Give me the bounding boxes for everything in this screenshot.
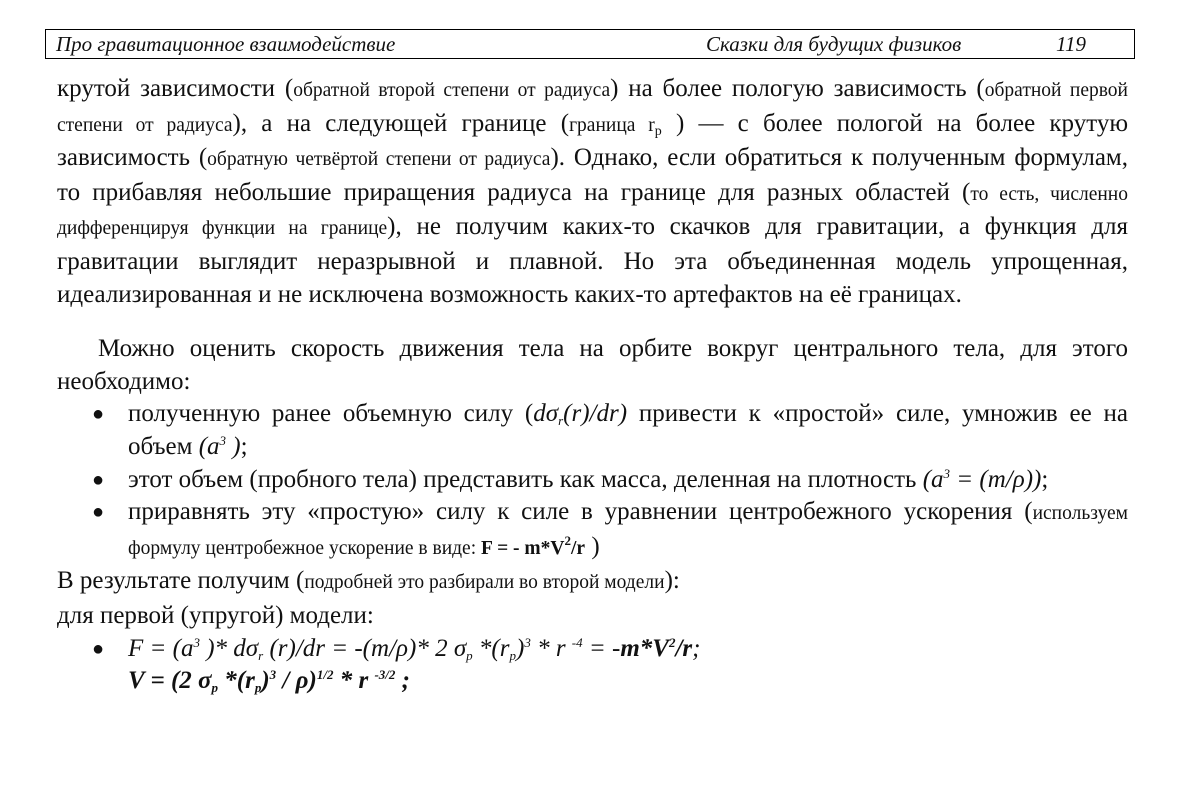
formula-force: [128, 635, 700, 662]
f-p1-sup: 3: [193, 634, 200, 650]
p1-small-2: обратной первой степени от радиуса: [57, 80, 1128, 136]
f-p2: )* dσ: [199, 634, 259, 662]
b1-text-1: полученную ранее объемную силу (: [128, 400, 534, 428]
f-p1: F = (a: [128, 634, 194, 662]
f-v3-sup: 3: [269, 667, 277, 683]
f-v4: / ρ): [276, 667, 317, 695]
b2-formula: [923, 466, 1042, 493]
result-line: [57, 565, 1128, 600]
f-v1-sub: p: [211, 680, 219, 696]
p1-small-3-text: граница r: [569, 114, 655, 136]
f-p7-bold: [620, 635, 692, 662]
f-v4-sup: 1/2: [316, 667, 334, 683]
formula-velocity: [128, 667, 410, 694]
f-p6-sup: -4: [571, 634, 583, 650]
b1-f2: (a: [198, 432, 220, 460]
f-v2: *(r: [218, 667, 255, 695]
p1-small-4: обратную четвёртой степени от радиуса: [207, 149, 551, 171]
page-body: [57, 73, 1128, 698]
p1-small-5: то есть, численно дифференцируя функции на границе: [57, 183, 1128, 240]
p1-text-2: ) на более пологую зависимость (: [610, 75, 985, 102]
f-p7-bold-rest: /r: [675, 634, 693, 662]
steps-list: [57, 398, 1128, 565]
p1-small-3: [569, 114, 662, 139]
b2-text-2: ;: [1041, 465, 1049, 493]
p1-text-5: ). Однако, если обратиться к полученным формулам, то прибавляя небольшие приращения радиуса на границе для разных областей (: [57, 144, 1128, 206]
bullet-icon: ●: [92, 501, 105, 524]
b1-f2-sup: 3: [219, 432, 227, 448]
p1-text-4: ) — с более пологой на более крутую зависимость (: [57, 109, 1129, 172]
b1-f2-rest: ): [226, 432, 241, 460]
f-p3-sub: p: [466, 647, 473, 663]
b3-text-2: ): [585, 532, 600, 560]
formula-list: [57, 633, 1128, 698]
b3-bold-rest: /r: [571, 537, 586, 559]
b2-text-1: этот объем (пробного тела) представить как масса, деленная на плотность: [128, 465, 923, 493]
p1-text-3: ), а на следующей границе (: [232, 109, 570, 137]
b3-bold-1: F = - m*V: [481, 537, 565, 559]
header-right-title: Сказки для будущих физиков: [706, 32, 962, 56]
result-text-2: ):: [664, 567, 680, 595]
p1-small-3-sub: p: [654, 123, 662, 139]
list-item: [57, 398, 1128, 463]
paragraph-1: [57, 73, 1128, 311]
result-small: подробней это разбирали во второй модели: [304, 572, 665, 594]
p1-text-1: крутой зависимости (: [57, 75, 294, 102]
list-item: [57, 496, 1128, 565]
first-model-line: для первой (упругой) модели:: [57, 601, 374, 629]
f-p2-sub: r: [258, 647, 264, 663]
b2-f1-rest: = (m/ρ)): [950, 465, 1042, 493]
bullet-icon: ●: [92, 637, 105, 660]
f-v5-sup: -3/2: [374, 667, 396, 683]
f-v1: V = (2 σ: [128, 667, 212, 695]
bullet-icon: ●: [92, 403, 105, 426]
result-text-1: В результате получим (: [57, 567, 305, 595]
f-v5: * r: [333, 667, 375, 695]
f-p4: *(r: [472, 634, 510, 662]
header-left-title: Про гравитационное взаимодействие: [56, 32, 396, 56]
b1-text-2: привести к «простой» силе, умножив ее на объем: [128, 400, 1128, 460]
b1-formula-2: [199, 433, 241, 460]
f-p7-bold-sup: 2: [668, 634, 676, 650]
bullet-icon: ●: [92, 468, 105, 491]
b2-f1-sup: 3: [943, 465, 951, 481]
b3-bold-sup: 2: [564, 532, 571, 548]
formula-item: [57, 633, 1128, 698]
f-p4-sub: p: [509, 647, 516, 663]
f-p5: ): [515, 634, 525, 662]
list-item: [57, 464, 1128, 497]
b1-f1: dσ: [533, 400, 559, 428]
f-p8: ;: [692, 634, 701, 662]
f-p7: = -: [582, 634, 621, 662]
b3-small-formula: [481, 532, 586, 559]
page-number: 119: [1056, 32, 1086, 56]
b3-text-1: приравнять эту «простую» силу к силе в уравнении центробежного ускорения (: [128, 498, 1033, 526]
paragraph-2: Можно оценить скорость движения тела на орбите вокруг центрального тела, для этого необходимо:: [57, 335, 1128, 395]
f-v2-sub: p: [254, 680, 262, 696]
b1-text-3: ;: [240, 432, 248, 460]
running-header: [45, 29, 1135, 59]
b3-small-text: используем формулу центробежное ускорение в виде:: [128, 503, 1128, 559]
b2-f1: (a: [922, 465, 944, 493]
b1-formula-1: [533, 400, 627, 427]
f-p3: (r)/dr = -(m/ρ)* 2 σ: [263, 634, 467, 662]
f-v6: ;: [395, 667, 410, 695]
f-v3: ): [261, 667, 270, 695]
b1-f1-rest: (r)/dr): [563, 400, 628, 428]
f-p7-bold-text: m*V: [620, 634, 669, 662]
f-p6: * r: [530, 634, 572, 662]
f-p5-sup: 3: [524, 634, 531, 650]
p1-small-1: обратной второй степени от радиуса: [293, 80, 611, 101]
b1-f1-sub: r: [558, 413, 564, 429]
p1-text-6: ), не получим каких-то скачков для гравитации, а функция для гравитации выглядит неразрывной и плавной. Но эта объединенная модель упрощенная, идеализированная и не исключена возможность каких-то артефактов на её границах.: [57, 213, 1128, 308]
